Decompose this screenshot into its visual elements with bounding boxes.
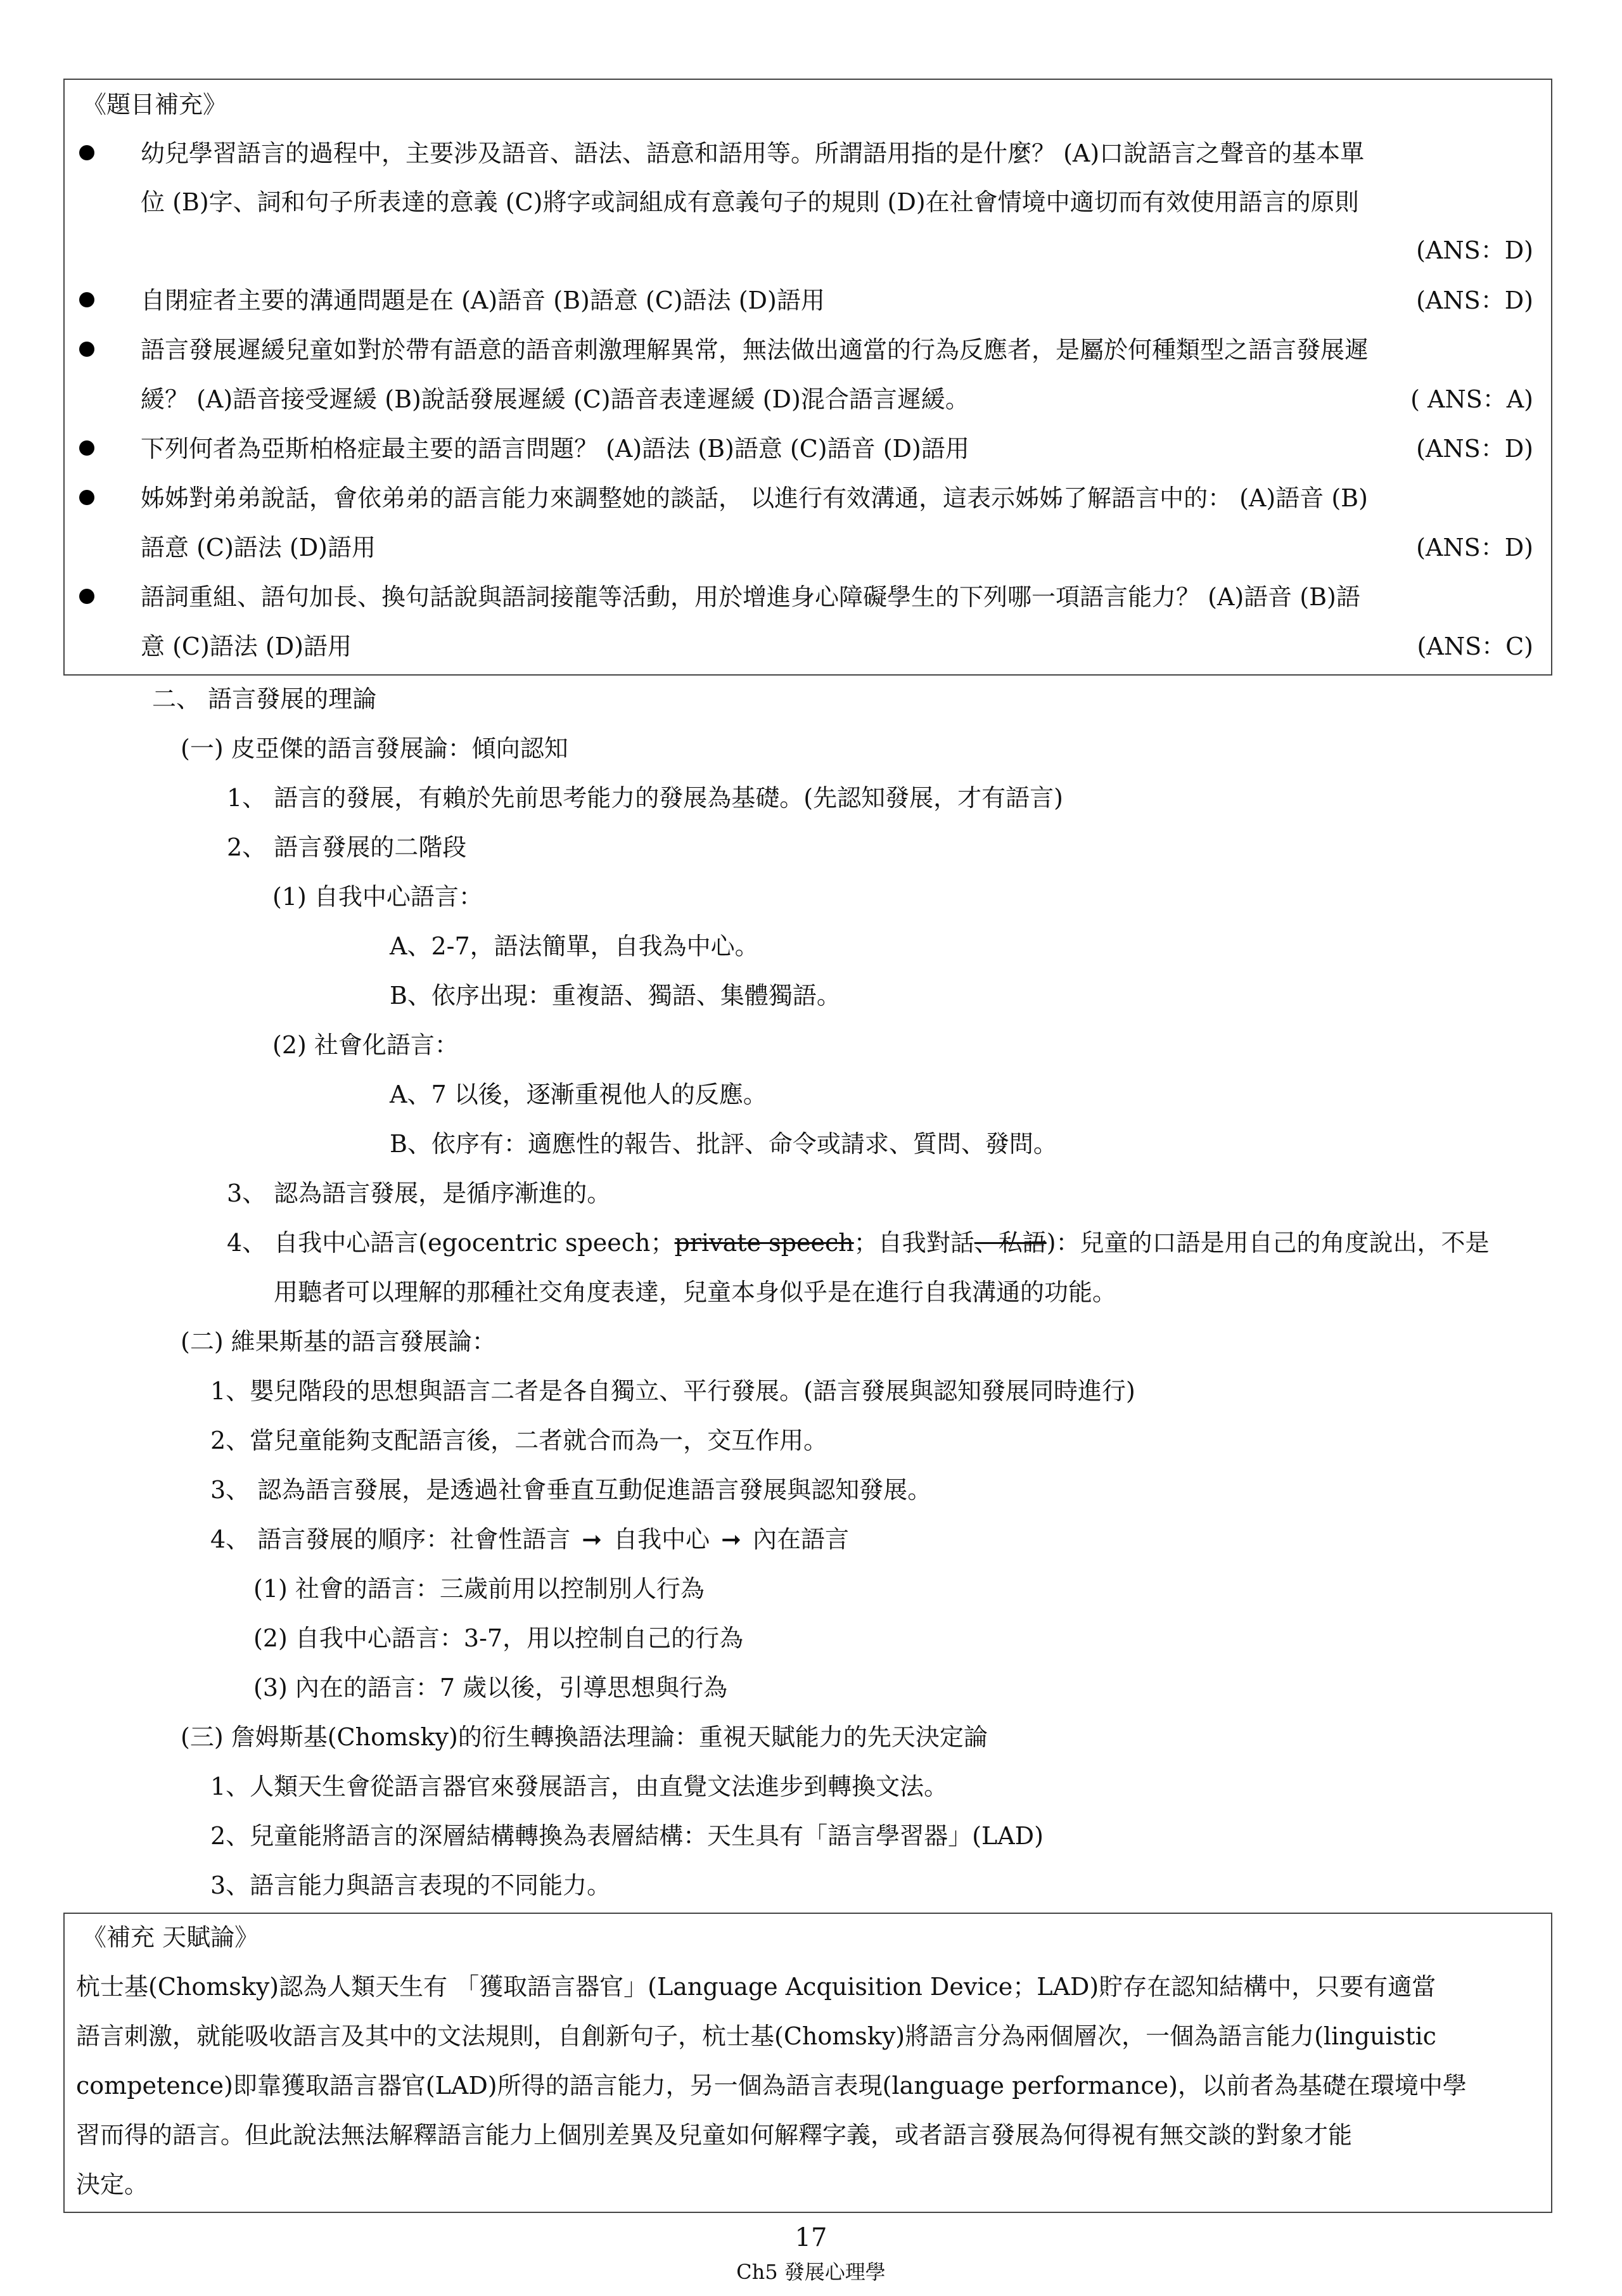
- chomsky-point-3: 3、語言能力與語言表現的不同能力。: [210, 1871, 611, 1899]
- arrow-right-icon: ➞: [721, 1525, 741, 1553]
- vygotsky-point-2: 2、當兒童能夠支配語言後，二者就合而為一，交互作用。: [210, 1427, 828, 1454]
- question-supplement-box: [63, 79, 1552, 676]
- vygotsky-point-4-1: (1) 社會的語言：三歲前用以控制別人行為: [253, 1575, 705, 1603]
- vygotsky-heading: (二) 維果斯基的語言發展論：: [181, 1328, 496, 1356]
- piaget-point-2-1: (1) 自我中心語言：: [272, 883, 483, 911]
- chapter-label: Ch5 發展心理學: [736, 2260, 886, 2284]
- question-6-line-1: 語詞重組、語句加長、換句話說與語詞接龍等活動，用於增進身心障礙學生的下列哪一項語言能力？ (A)語音 (B)語: [141, 583, 1360, 611]
- nativism-supplement-box: [63, 1913, 1552, 2213]
- bullet-icon: [79, 342, 94, 357]
- question-4-answer: (ANS：D): [1416, 435, 1533, 463]
- vygotsky-point-1: 1、嬰兒階段的思想與語言二者是各自獨立、平行發展。(語言發展與認知發展同時進行): [210, 1377, 1135, 1405]
- supplement-title: 《題目補充》: [82, 91, 227, 119]
- question-5-answer: (ANS：D): [1416, 534, 1533, 561]
- bullet-icon: [79, 440, 94, 456]
- strikethrough-private-speech: private speech: [674, 1229, 854, 1257]
- question-2-answer: (ANS：D): [1416, 286, 1533, 314]
- piaget-point-3: 3、 認為語言發展，是循序漸進的。: [227, 1179, 611, 1207]
- question-6-answer: (ANS：C): [1417, 632, 1533, 660]
- supplement-title: 《補充 天賦論》: [82, 1923, 259, 1951]
- question-4-line-1: 下列何者為亞斯柏格症最主要的語言問題？ (A)語法 (B)語意 (C)語音 (D)語用: [141, 435, 969, 463]
- bullet-icon: [79, 292, 94, 307]
- question-6-line-2: 意 (C)語法 (D)語用: [141, 632, 352, 660]
- chomsky-point-2: 2、兒童能將語言的深層結構轉換為表層結構：天生具有「語言學習器」(LAD): [210, 1822, 1044, 1850]
- vygotsky-point-4: [210, 1527, 849, 1551]
- piaget-point-2-1-b: B、依序出現：重複語、獨語、集體獨語。: [390, 982, 841, 1010]
- sequence-label: 4、 語言發展的順序：社會性語言: [210, 1525, 571, 1553]
- question-3-line-1: 語言發展遲緩兒童如對於帶有語意的語音刺激理解異常，無法做出適當的行為反應者，是屬於何種類型之語言發展遲: [141, 336, 1369, 364]
- question-3-line-2: 緩？ (A)語音接受遲緩 (B)說話發展遲緩 (C)語音表達遲緩 (D)混合語言遲緩。: [141, 385, 969, 413]
- question-2-line-1: 自閉症者主要的溝通問題是在 (A)語音 (B)語意 (C)語法 (D)語用: [141, 286, 825, 314]
- chomsky-point-1: 1、人類天生會從語言器官來發展語言，由直覺文法進步到轉換文法。: [210, 1773, 948, 1800]
- section-heading: 二、 語言發展的理論: [152, 685, 377, 713]
- question-3-answer: ( ANS：A): [1410, 385, 1533, 413]
- piaget-point-2-2-a: A、7 以後，逐漸重視他人的反應。: [390, 1081, 767, 1108]
- vygotsky-point-4-3: (3) 內在的語言：7 歲以後，引導思想與行為: [253, 1674, 728, 1702]
- sequence-step-egocentric: 自我中心: [613, 1525, 710, 1553]
- question-5-line-1: 姊姊對弟弟說話，會依弟弟的語言能力來調整她的談話， 以進行有效溝通，這表示姊姊了解語言中的： (A)語音 (B): [141, 484, 1368, 512]
- question-1-line-1: 幼兒學習語言的過程中，主要涉及語音、語法、語意和語用等。所謂語用指的是什麼？ (A)口說語言之聲音的基本單: [141, 139, 1365, 167]
- arrow-right-icon: ➞: [582, 1525, 603, 1553]
- piaget-heading: (一) 皮亞傑的語言發展論：傾向認知: [181, 734, 568, 762]
- piaget-point-2: 2、 語言發展的二階段: [227, 833, 467, 861]
- page-number: 17: [795, 2223, 827, 2252]
- strikethrough-private-talk: 、私語: [974, 1229, 1047, 1257]
- question-1-line-2: 位 (B)字、詞和句子所表達的意義 (C)將字或詞組成有意義句子的規則 (D)在社會情境中適切而有效使用語言的原則: [141, 188, 1359, 216]
- nativism-line-1: 杭士基(Chomsky)認為人類天生有 「獲取語言器官」(Language Acquisition Device；LAD)貯存在認知結構中，只要有適當: [76, 1973, 1436, 2001]
- bullet-icon: [79, 589, 94, 604]
- piaget-point-4-line-1: [227, 1231, 1490, 1255]
- piaget-point-1: 1、 語言的發展，有賴於先前思考能力的發展為基礎。(先認知發展，才有語言): [227, 784, 1063, 812]
- nativism-line-3: competence)即靠獲取語言器官(LAD)所得的語言能力，另一個為語言表現(language performance)，以前者為基礎在環境中學: [76, 2072, 1467, 2100]
- bullet-icon: [79, 490, 94, 505]
- piaget-point-2-2: (2) 社會化語言：: [272, 1031, 459, 1059]
- question-5-line-2: 語意 (C)語法 (D)語用: [141, 534, 376, 561]
- piaget-point-4-text-a: 4、 自我中心語言(egocentric speech；: [227, 1229, 675, 1257]
- nativism-line-2: 語言刺激，就能吸收語言及其中的文法規則，自創新句子，杭士基(Chomsky)將語言分為兩個層次，一個為語言能力(linguistic: [76, 2022, 1436, 2050]
- vygotsky-point-4-2: (2) 自我中心語言：3-7，用以控制自己的行為: [253, 1624, 744, 1652]
- nativism-line-4: 習而得的語言。但此說法無法解釋語言能力上個別差異及兒童如何解釋字義，或者語言發展為何得視有無交談的對象才能: [76, 2121, 1353, 2149]
- piaget-point-4-text-c: )：兒童的口語是用自己的角度說出，不是: [1046, 1229, 1490, 1257]
- piaget-point-4-line-2: 用聽者可以理解的那種社交角度表達，兒童本身似乎是在進行自我溝通的功能。: [274, 1278, 1117, 1306]
- question-1-answer: (ANS：D): [1416, 236, 1533, 264]
- piaget-point-2-2-b: B、依序有：適應性的報告、批評、命令或請求、質問、發問。: [390, 1130, 1057, 1158]
- vygotsky-point-3: 3、 認為語言發展，是透過社會垂直互動促進語言發展與認知發展。: [210, 1476, 932, 1504]
- nativism-line-5: 決定。: [76, 2171, 149, 2198]
- sequence-step-inner-speech: 內在語言: [752, 1525, 849, 1553]
- chomsky-heading: (三) 詹姆斯基(Chomsky)的衍生轉換語法理論：重視天賦能力的先天決定論: [181, 1723, 988, 1751]
- piaget-point-2-1-a: A、2-7，語法簡單，自我為中心。: [390, 932, 759, 960]
- piaget-point-4-text-b: ；自我對話: [853, 1229, 974, 1257]
- bullet-icon: [79, 145, 94, 160]
